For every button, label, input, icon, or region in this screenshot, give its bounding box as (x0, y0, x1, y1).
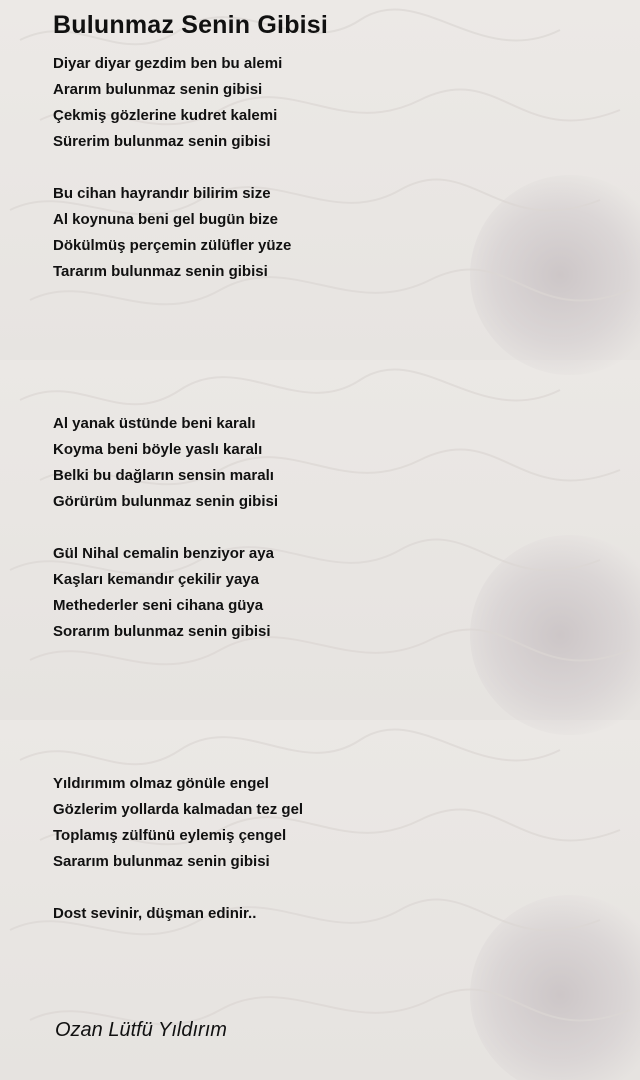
stanza (53, 411, 278, 515)
poem-line: Belki bu dağların sensin maralı (53, 467, 274, 484)
poem-line: Tararım bulunmaz senin gibisi (53, 263, 268, 280)
poem-line: Bu cihan hayrandır bilirim size (53, 185, 271, 202)
poem-line: Çekmiş gözlerine kudret kalemi (53, 107, 278, 124)
poem-line: Gül Nihal cemalin benziyor aya (53, 545, 274, 562)
poem-line: Al koynuna beni gel bugün bize (53, 211, 279, 228)
poem-author: Ozan Lütfü Yıldırım (55, 1019, 227, 1041)
poem-line: Ararım bulunmaz senin gibisi (53, 81, 263, 98)
poem-line: Toplamış zülfünü eylemiş çengel (53, 827, 287, 844)
stanza (53, 901, 256, 927)
poem-line: Dökülmüş perçemin zülüfler yüze (53, 237, 292, 254)
poem-line: Yıldırımım olmaz gönüle engel (53, 775, 269, 792)
stanza (53, 181, 291, 285)
stanza (53, 51, 282, 155)
poem-line: Methederler seni cihana güya (53, 597, 264, 614)
poem-line: Gözlerim yollarda kalmadan tez gel (53, 801, 304, 818)
poem-line: Sararım bulunmaz senin gibisi (53, 853, 270, 870)
poem-line: Al yanak üstünde beni karalı (53, 415, 256, 432)
poem-line: Sürerim bulunmaz senin gibisi (53, 133, 271, 150)
poem-line: Sorarım bulunmaz senin gibisi (53, 623, 271, 640)
poem-line: Kaşları kemandır çekilir yaya (53, 571, 259, 588)
stanza (53, 771, 303, 875)
poem-line: Diyar diyar gezdim ben bu alemi (53, 55, 283, 72)
stanza (53, 541, 274, 645)
poem-line: Görürüm bulunmaz senin gibisi (53, 493, 279, 510)
poem-title: Bulunmaz Senin Gibisi (53, 11, 329, 39)
poem-line: Koyma beni böyle yaslı karalı (53, 441, 263, 458)
poem-line: Dost sevinir, düşman edinir.. (53, 905, 257, 922)
